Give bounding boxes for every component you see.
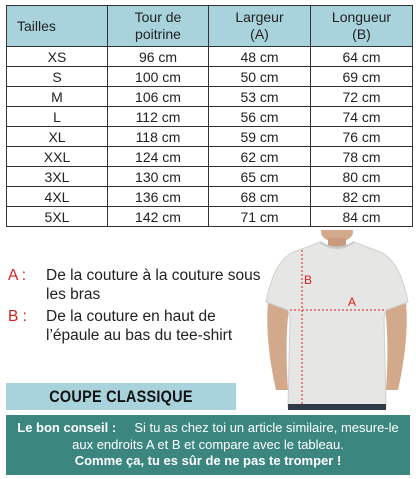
left-arm — [267, 302, 289, 390]
measure-cell: 76 cm — [311, 127, 413, 147]
measure-cell: 65 cm — [209, 167, 311, 187]
table-row — [7, 187, 413, 207]
shorts — [288, 404, 386, 410]
measure-cell: 59 cm — [209, 127, 311, 147]
table-row — [7, 127, 413, 147]
measure-cell: 84 cm — [311, 207, 413, 227]
legend-key-a: A : — [8, 267, 27, 284]
advice-paragraph — [6, 420, 410, 453]
legend-text-a: De la couture à la couture sous les bras — [46, 267, 261, 303]
table-row — [7, 107, 413, 127]
size-cell: S — [7, 67, 108, 87]
measure-cell: 48 cm — [209, 47, 311, 67]
advice-text: Si tu as chez toi un article similaire, mesure-le aux endroits A et B et compare avec le tableau. — [72, 420, 399, 452]
measure-cell: 82 cm — [311, 187, 413, 207]
right-arm — [385, 302, 407, 390]
legend-item-b — [8, 307, 261, 345]
measure-cell: 106 cm — [108, 87, 209, 107]
size-cell: XXL — [7, 147, 108, 167]
measure-cell: 124 cm — [108, 147, 209, 167]
measure-cell: 64 cm — [311, 47, 413, 67]
table-row — [7, 207, 413, 227]
legend-key-b: B : — [8, 308, 27, 325]
advice-closing: Comme ça, tu es sûr de ne pas te tromper ! — [74, 453, 342, 468]
table-row — [7, 147, 413, 167]
measure-cell: 78 cm — [311, 147, 413, 167]
size-cell: XL — [7, 127, 108, 147]
legend-text-b: De la couture en haut de l’épaule au bas du tee-shirt — [46, 308, 233, 344]
size-cell: 4XL — [7, 187, 108, 207]
size-cell: L — [7, 107, 108, 127]
size-cell: M — [7, 87, 108, 107]
measure-cell: 96 cm — [108, 47, 209, 67]
measure-cell: 62 cm — [209, 147, 311, 167]
legend-item-a — [8, 266, 261, 304]
measure-cell: 112 cm — [108, 107, 209, 127]
advice-box — [6, 415, 410, 475]
size-chart-table — [6, 5, 413, 227]
size-cell: XS — [7, 47, 108, 67]
label-a: A — [348, 295, 357, 309]
advice-lead: Le bon conseil : — [17, 420, 117, 435]
header-tailles: Tailles — [7, 6, 108, 47]
tshirt-measurement-figure — [262, 230, 412, 410]
measure-cell: 74 cm — [311, 107, 413, 127]
measure-cell: 68 cm — [209, 187, 311, 207]
measure-cell: 69 cm — [311, 67, 413, 87]
measure-cell: 80 cm — [311, 167, 413, 187]
table-row — [7, 47, 413, 67]
measure-cell: 72 cm — [311, 87, 413, 107]
table-row — [7, 167, 413, 187]
table-row — [7, 67, 413, 87]
measure-cell: 71 cm — [209, 207, 311, 227]
header-longueur: Longueur (B) — [311, 6, 413, 47]
measure-cell: 118 cm — [108, 127, 209, 147]
measure-cell: 136 cm — [108, 187, 209, 207]
fit-banner — [6, 383, 236, 410]
measure-cell: 50 cm — [209, 67, 311, 87]
size-cell: 3XL — [7, 167, 108, 187]
measure-cell: 100 cm — [108, 67, 209, 87]
label-b: B — [304, 273, 313, 287]
fit-title: COUPE CLASSIQUE — [49, 387, 193, 406]
table-header-row — [7, 6, 413, 47]
header-tour-de-poitrine: Tour de poitrine — [108, 6, 209, 47]
measure-cell: 56 cm — [209, 107, 311, 127]
table-row — [7, 87, 413, 107]
size-cell: 5XL — [7, 207, 108, 227]
header-largeur: Largeur (A) — [209, 6, 311, 47]
measure-cell: 53 cm — [209, 87, 311, 107]
measure-cell: 142 cm — [108, 207, 209, 227]
measure-cell: 130 cm — [108, 167, 209, 187]
